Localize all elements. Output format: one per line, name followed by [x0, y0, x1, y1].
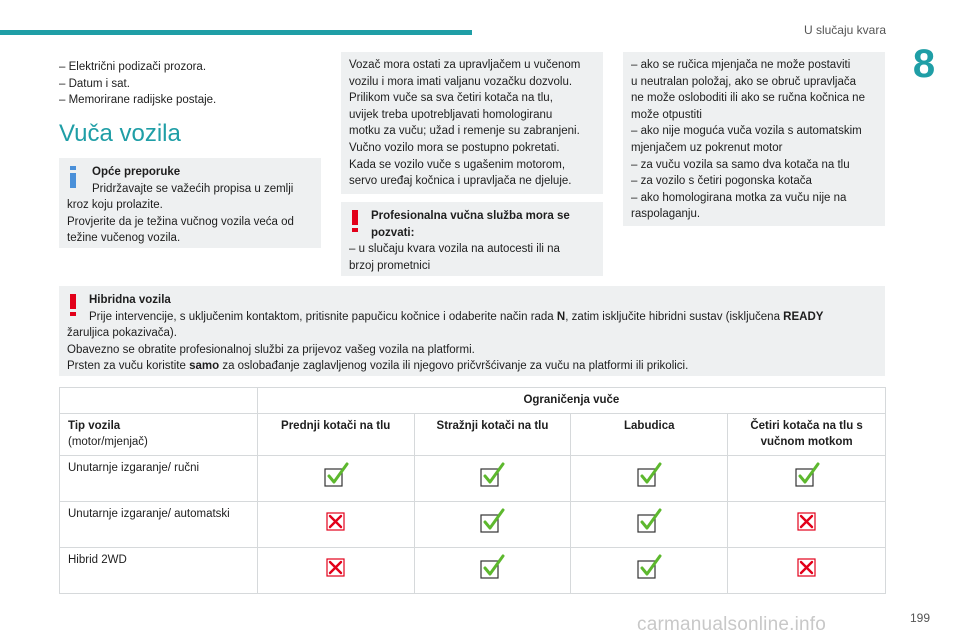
chapter-number: 8: [912, 42, 936, 86]
check-icon: [571, 455, 728, 501]
column-header: Labudica: [571, 413, 728, 455]
section-title: U slučaju kvara: [803, 23, 886, 37]
info-title: Opće preporuke: [92, 166, 181, 178]
info-box: [59, 158, 321, 248]
info-text: Provjerite da je težina vučnog vozila veća od: [67, 215, 294, 228]
paragraph-line: – za vozilo s četiri pogonska kotača: [631, 175, 812, 188]
cross-icon: [257, 547, 414, 593]
check-icon: [571, 501, 728, 547]
paragraph-line: Prilikom vuče sa sva četiri kotača na tlu,: [349, 92, 553, 105]
warning-icon: [351, 210, 359, 232]
paragraph-line: može otpustiti: [631, 108, 702, 121]
page-heading: Vuča vozila: [59, 120, 181, 147]
header-accent-bar: [0, 30, 472, 35]
cross-icon: [728, 547, 886, 593]
row-label: Unutarnje izgaranje/ ručni: [60, 455, 258, 501]
cross-icon: [728, 501, 886, 547]
towing-limits-table: [59, 387, 886, 594]
list-item: – Memorirane radijske postaje.: [59, 94, 217, 107]
paragraph-line: motku za vuču; užad i remenje su zabranjeni.: [349, 125, 580, 138]
paragraph-line: – ako nije moguća vuča vozila s automatskim: [631, 125, 862, 138]
paragraph-line: Kada se vozilo vuče s ugašenim motorom,: [349, 158, 566, 171]
row-label: Unutarnje izgaranje/ automatski: [60, 501, 258, 547]
table-row: [60, 547, 886, 593]
info-text: kroz koju prolazite.: [67, 199, 163, 212]
table-group-header: Ograničenja vuče: [257, 388, 885, 414]
paragraph-line: Vozač mora ostati za upravljačem u vučenom: [349, 59, 581, 71]
cross-icon: [257, 501, 414, 547]
page-number: 199: [909, 611, 930, 625]
paragraph-line: u neutralan položaj, ako se obruč upravljača: [631, 75, 857, 88]
warning-text: žaruljica pokazivača).: [67, 327, 177, 340]
paragraph-line: – ako se ručica mjenjača ne može postaviti: [631, 59, 851, 71]
paragraph-line: Vučno vozilo mora se postupno pokretati.: [349, 141, 560, 154]
row-label: Hibrid 2WD: [60, 547, 258, 593]
paragraph-line: ne može osloboditi ili ako se ručna kočnica ne: [631, 92, 865, 105]
paragraph-line: raspolaganju.: [631, 208, 701, 221]
info-icon: [69, 166, 77, 188]
paragraph-line: – za vuču vozila sa samo dva kotača na tlu: [631, 158, 850, 171]
check-icon: [414, 501, 571, 547]
check-icon: [728, 455, 886, 501]
warning-title: Hibridna vozila: [89, 294, 171, 306]
info-text: težine vučenog vozila.: [67, 232, 181, 245]
warning-text: – u slučaju kvara vozila na autocesti ili na: [349, 243, 560, 256]
towing-rules-box: [341, 52, 603, 194]
professional-service-box: [341, 202, 603, 276]
check-icon: [414, 455, 571, 501]
list-item: – Električni podizači prozora.: [59, 61, 207, 73]
paragraph-line: mjenjačem uz pokrenut motor: [631, 141, 783, 154]
conditions-box: [623, 52, 885, 226]
watermark: carmanualsonline.info: [637, 614, 827, 635]
column-header: Prednji kotači na tlu: [257, 413, 414, 455]
check-icon: [414, 547, 571, 593]
warning-title: pozvati:: [371, 226, 415, 239]
check-icon: [571, 547, 728, 593]
paragraph-line: uvijek treba upotrebljavati homologiranu: [349, 108, 553, 121]
column-header: Stražnji kotači na tlu: [414, 413, 571, 455]
check-icon: [257, 455, 414, 501]
memory-list: [59, 59, 319, 109]
row-header-cell: [60, 413, 258, 455]
paragraph-line: – ako homologirana motka za vuču nije na: [631, 191, 847, 204]
paragraph-line: servo uređaj kočnica i upravljača ne djeluje.: [349, 175, 572, 188]
row-header-subtitle: (motor/mjenjač): [68, 436, 148, 449]
warning-icon: [69, 294, 77, 316]
info-text: Pridržavajte se važećih propisa u zemlji: [92, 182, 294, 195]
list-item: – Datum i sat.: [59, 77, 130, 90]
table-row: [60, 455, 886, 501]
hybrid-warning-box: [59, 286, 885, 376]
row-header-title: Tip vozila: [68, 419, 121, 432]
warning-title: Profesionalna vučna služba mora se: [371, 210, 570, 222]
warning-text: brzoj prometnici: [349, 259, 431, 272]
warning-text: Prsten za vuču koristite samo za oslobađanje zaglavljenog vozila ili njegovo pričvršćivanje za vuču na platformi ili prikolici.: [67, 360, 689, 373]
table-corner-cell: [60, 388, 258, 414]
warning-text: Obavezno se obratite profesionalnoj službi za prijevoz vašeg vozila na platformi.: [67, 343, 475, 356]
column-header: Četiri kotača na tlu s vučnom motkom: [728, 413, 886, 455]
paragraph-line: vozilu i mora imati valjanu vozačku dozvolu.: [349, 75, 573, 88]
warning-text: Prije intervencije, s uključenim kontaktom, pritisnite papučicu kočnice i odaberite način rada N, zatim isključite hibridni sustav (isključena READY: [89, 310, 824, 323]
table-row: [60, 501, 886, 547]
